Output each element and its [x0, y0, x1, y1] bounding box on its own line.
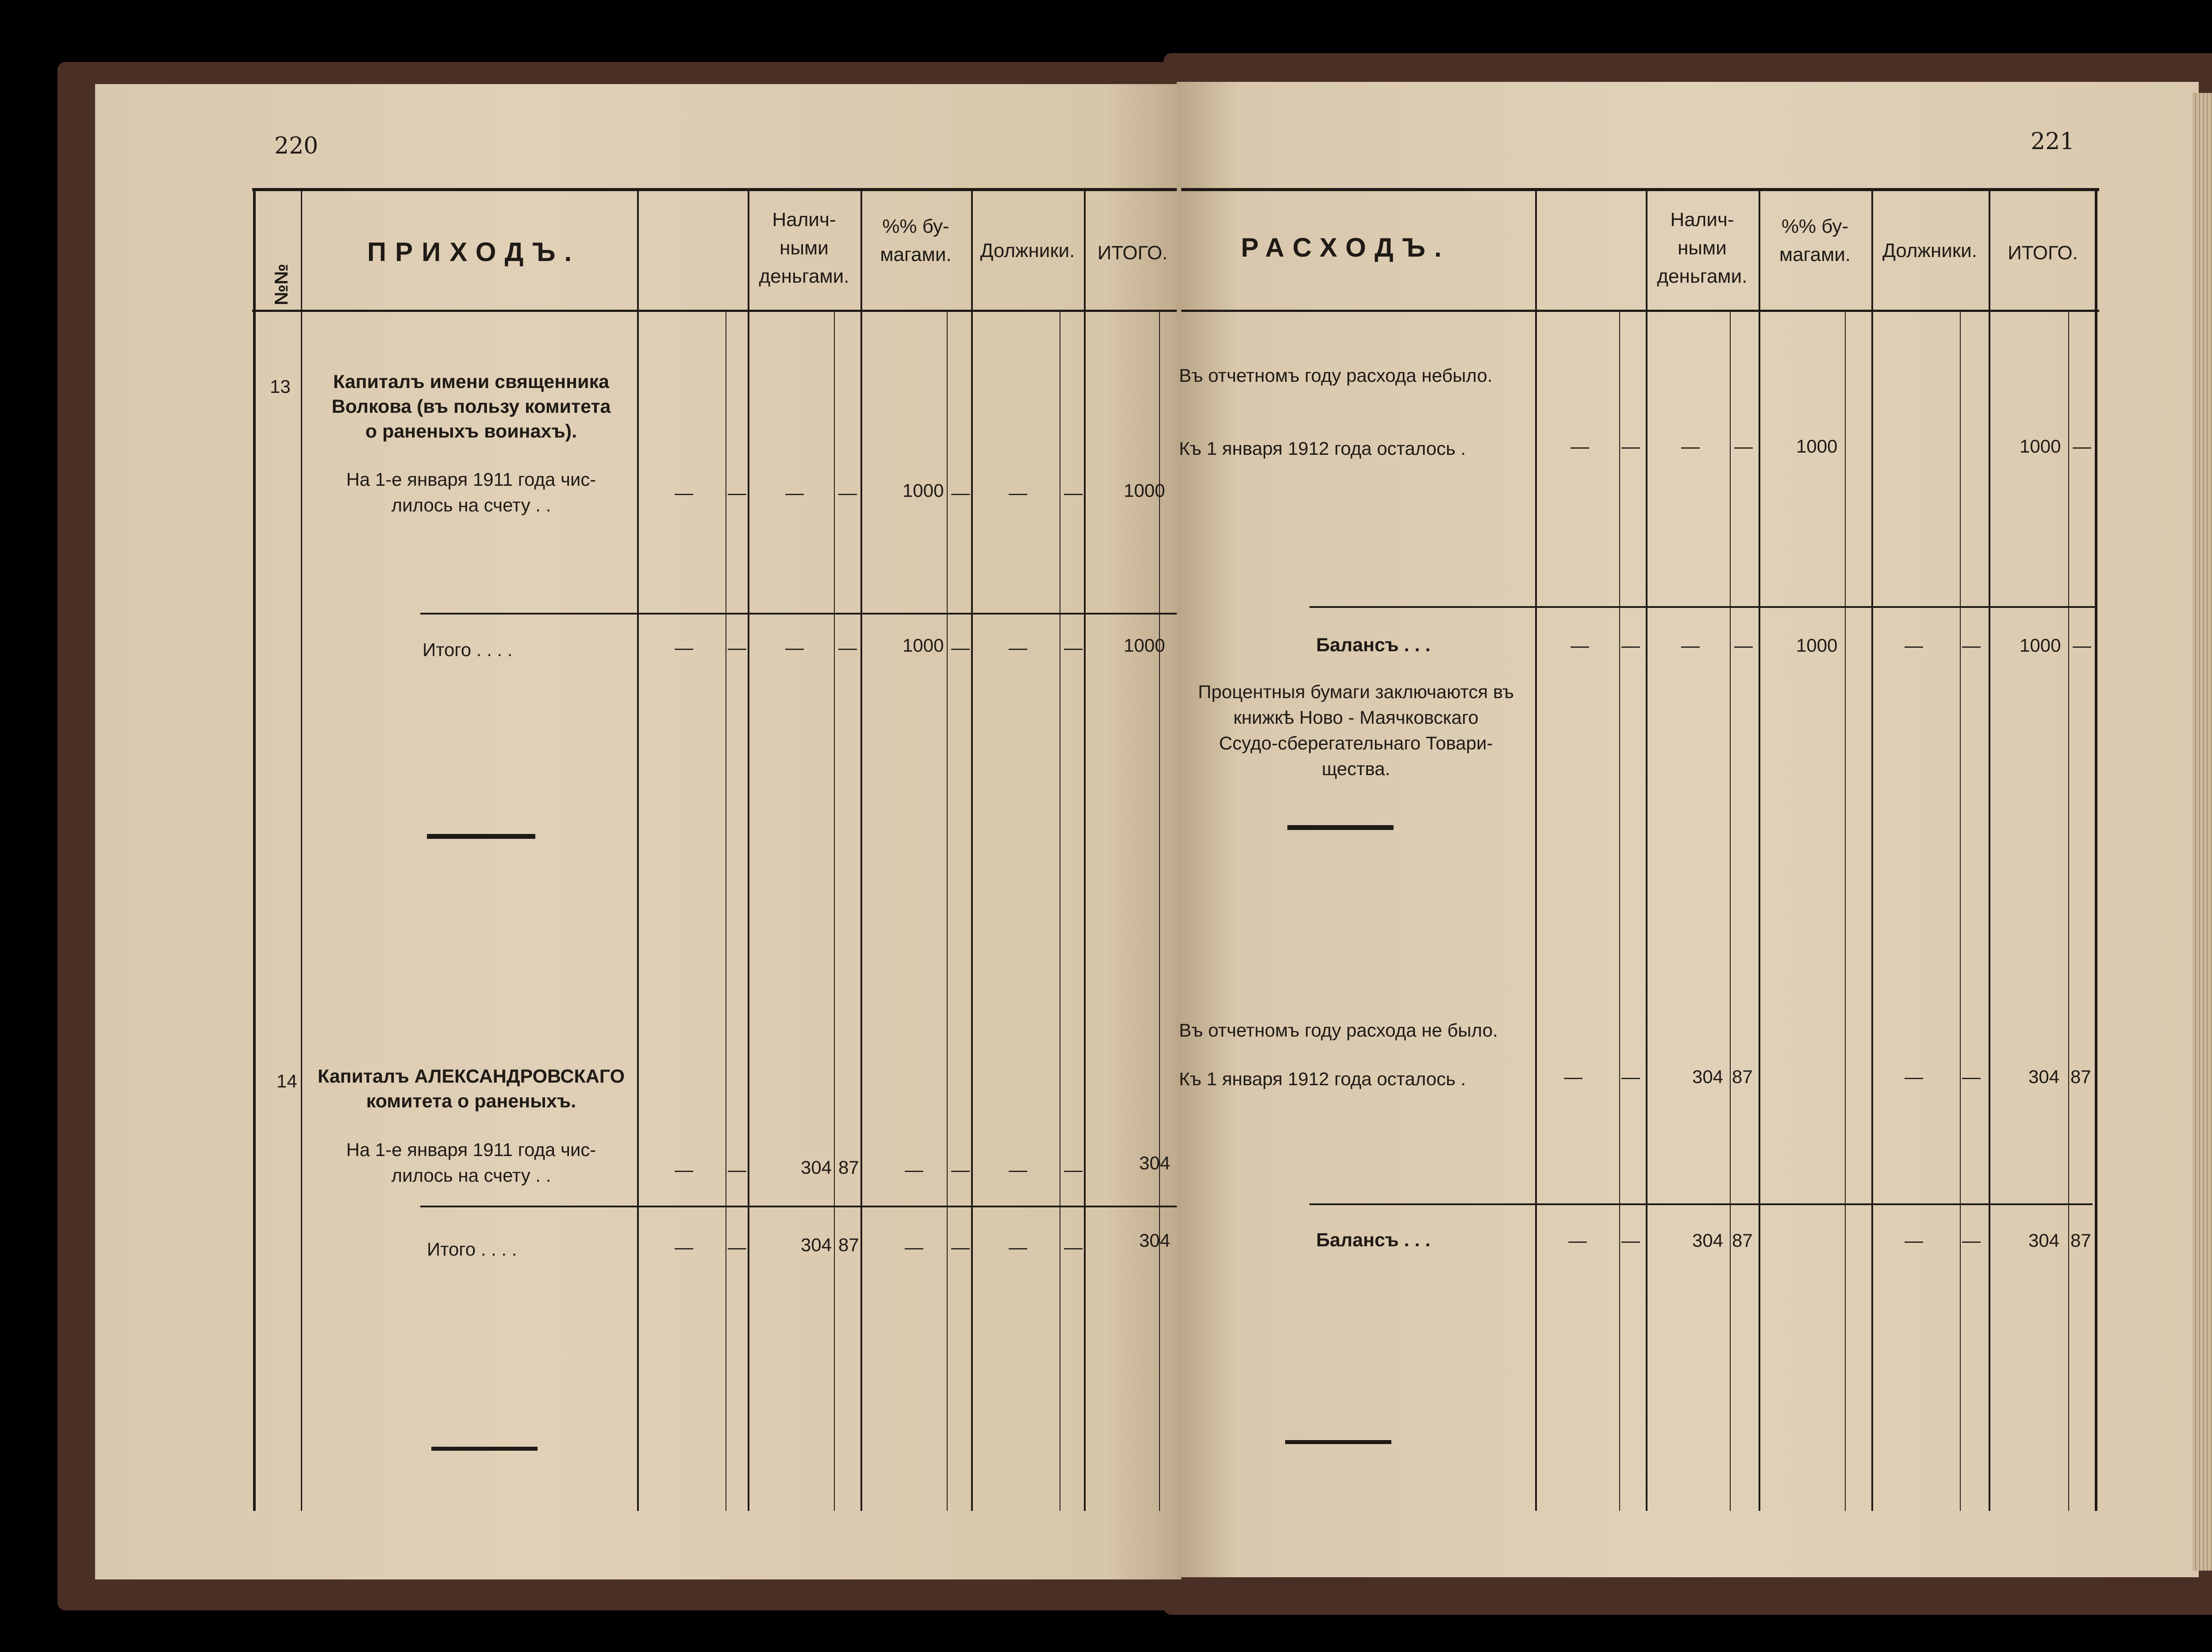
- value-cell: —: [1009, 482, 1027, 503]
- col-divider: [1646, 188, 1647, 1511]
- value-cell: —: [2073, 635, 2091, 656]
- value-cell: —: [1009, 1237, 1027, 1257]
- sub-divider: [2068, 310, 2069, 1511]
- col-divider: [1759, 188, 1760, 1511]
- value-cell: —: [1009, 637, 1027, 658]
- sum-rule: [1310, 1203, 2093, 1205]
- sum-rule: [420, 1206, 1177, 1207]
- value-cell: —: [1905, 1230, 1923, 1251]
- securities-note: [1179, 679, 1533, 782]
- entry-title: [312, 369, 630, 444]
- value-cell: —: [1905, 635, 1923, 656]
- value-cell: —: [675, 1237, 693, 1257]
- sub-divider: [947, 310, 948, 1511]
- itogo-label: Итого . . . .: [427, 1239, 517, 1260]
- entry-line: На 1-е января 1911 года чис-: [346, 469, 596, 490]
- entry-title-line: о раненыхъ воинахъ).: [365, 421, 577, 442]
- value-cell: —: [1064, 1159, 1083, 1180]
- value-cell: —: [785, 482, 804, 503]
- value-cell: —: [951, 637, 970, 658]
- value-cell: 1000: [2020, 635, 2061, 656]
- value-cell: —: [1962, 635, 1981, 656]
- col-divider: [301, 188, 302, 1511]
- sub-divider: [1619, 310, 1620, 1511]
- value-cell: 304: [1692, 1230, 1724, 1251]
- col-divider: [748, 188, 749, 1511]
- value-cell: 87: [1732, 1066, 1753, 1087]
- col-divider: [971, 188, 973, 1511]
- remained-text: Къ 1 января 1912 года осталось .: [1179, 1068, 1466, 1089]
- entry-number: 13: [270, 376, 291, 397]
- balance-label: Балансъ . . .: [1316, 1229, 1431, 1251]
- value-cell: —: [838, 482, 857, 503]
- value-cell: 1000: [902, 635, 944, 656]
- entry-title-line: комитета о раненыхъ.: [366, 1091, 576, 1112]
- value-cell: —: [1681, 635, 1700, 656]
- page-edges: [2192, 93, 2212, 1571]
- value-cell: —: [951, 1237, 970, 1257]
- sub-divider: [1960, 310, 1961, 1511]
- papers-header-line: магами.: [880, 244, 952, 265]
- debtors-header: Должники.: [1882, 240, 1977, 261]
- total-header: ИТОГО.: [1097, 242, 1168, 264]
- entry-number: 14: [276, 1071, 297, 1091]
- value-cell: 87: [2070, 1066, 2091, 1087]
- left-page-number: 220: [274, 133, 319, 159]
- value-cell: 87: [838, 1157, 859, 1178]
- note-line: книжкѣ Ново - Маячковскаго: [1233, 707, 1479, 728]
- cash-header-line: деньгами.: [1657, 265, 1747, 287]
- debtors-header: Должники.: [980, 240, 1075, 261]
- right-table-right-border: [2095, 188, 2097, 1511]
- value-cell: 1000: [1796, 436, 1838, 457]
- value-cell: —: [728, 1237, 746, 1257]
- entry-line: лилось на счету . .: [391, 495, 551, 515]
- col-divider: [860, 188, 862, 1511]
- cash-header: [748, 206, 860, 291]
- balance-label: Балансъ . . .: [1316, 634, 1431, 656]
- left-title: ПРИХОДЪ.: [367, 237, 581, 267]
- note-line: щества.: [1321, 758, 1390, 779]
- sub-divider: [1845, 310, 1846, 1511]
- value-cell: 1000: [2020, 436, 2061, 457]
- entry-title-line: Капиталъ АЛЕКСАНДРОВСКАГО: [317, 1066, 625, 1087]
- papers-header-line: %% бу-: [882, 215, 949, 237]
- value-cell: —: [675, 482, 693, 503]
- value-cell: 87: [1732, 1230, 1753, 1251]
- left-table-left-border: [253, 188, 256, 1511]
- sub-divider: [1730, 310, 1731, 1511]
- value-cell: 304: [1139, 1230, 1171, 1251]
- value-cell: 1000: [1124, 480, 1165, 501]
- col-divider: [1084, 188, 1086, 1511]
- value-cell: 304: [2028, 1066, 2060, 1087]
- value-cell: 1000: [1796, 635, 1838, 656]
- col-divider: [637, 188, 639, 1511]
- value-cell: —: [1571, 635, 1589, 656]
- value-cell: —: [1564, 1066, 1582, 1087]
- col-divider: [1989, 188, 1990, 1511]
- no-expense-text: Въ отчетномъ году расхода не было.: [1179, 1020, 1498, 1041]
- papers-header: [1759, 212, 1871, 269]
- section-separator: [427, 834, 535, 839]
- section-separator: [1287, 825, 1394, 830]
- value-cell: —: [1064, 637, 1083, 658]
- entry-line-text: [312, 467, 630, 518]
- papers-header-line: магами.: [1779, 244, 1851, 265]
- value-cell: —: [838, 637, 857, 658]
- cash-header-line: Налич-: [772, 209, 836, 231]
- note-line: Ссудо-сберегательнаго Товари-: [1219, 733, 1493, 753]
- value-cell: 1000: [902, 480, 944, 501]
- value-cell: —: [728, 1159, 746, 1180]
- value-cell: —: [2073, 436, 2091, 457]
- total-header: ИТОГО.: [2008, 242, 2078, 264]
- left-header-bottom-rule: [252, 310, 1177, 312]
- entry-title-line: Волкова (въ пользу комитета: [331, 396, 611, 417]
- cash-header: [1646, 206, 1759, 291]
- value-cell: —: [905, 1237, 923, 1257]
- value-cell: 87: [838, 1234, 859, 1255]
- value-cell: —: [1962, 1230, 1981, 1251]
- value-cell: —: [1621, 635, 1640, 656]
- value-cell: —: [1905, 1066, 1923, 1087]
- no-expense-text: Въ отчетномъ году расхода небыло.: [1179, 365, 1493, 386]
- remained-text: Къ 1 января 1912 года осталось .: [1179, 438, 1466, 459]
- right-page-number: 221: [2031, 128, 2075, 155]
- value-cell: —: [675, 1159, 693, 1180]
- cash-header-line: деньгами.: [759, 265, 849, 287]
- papers-header-line: %% бу-: [1781, 215, 1849, 237]
- value-cell: —: [785, 637, 804, 658]
- value-cell: —: [1621, 1066, 1640, 1087]
- section-separator: [431, 1447, 538, 1451]
- value-cell: —: [1571, 436, 1589, 457]
- value-cell: —: [728, 637, 746, 658]
- sum-rule: [1310, 606, 2097, 608]
- cash-header-line: ными: [780, 237, 829, 259]
- papers-header: [860, 212, 971, 269]
- entry-title-line: Капиталъ имени священника: [333, 371, 610, 392]
- note-line: Процентныя бумаги заключаются въ: [1198, 681, 1514, 702]
- value-cell: 1000: [1124, 635, 1165, 656]
- value-cell: —: [1621, 436, 1640, 457]
- value-cell: 304: [2028, 1230, 2060, 1251]
- right-title: РАСХОДЪ.: [1241, 233, 1451, 262]
- cash-header-line: ными: [1678, 237, 1727, 259]
- entry-line-text: [312, 1137, 630, 1188]
- value-cell: —: [1009, 1159, 1027, 1180]
- value-cell: —: [728, 482, 746, 503]
- right-table-top-rule: [1181, 188, 2099, 191]
- left-table-top-rule: [252, 188, 1177, 191]
- itogo-label: Итого . . . .: [422, 639, 513, 660]
- value-cell: 87: [2070, 1230, 2091, 1251]
- value-cell: —: [1621, 1230, 1640, 1251]
- col-divider: [1871, 188, 1873, 1511]
- entry-title: [312, 1064, 630, 1114]
- value-cell: —: [1681, 436, 1700, 457]
- value-cell: —: [1734, 436, 1753, 457]
- cash-header-line: Налич-: [1670, 209, 1734, 231]
- value-cell: 304: [801, 1157, 832, 1178]
- value-cell: —: [1064, 482, 1083, 503]
- value-cell: 304: [801, 1234, 832, 1255]
- value-cell: 304: [1692, 1066, 1724, 1087]
- value-cell: —: [1962, 1066, 1981, 1087]
- value-cell: —: [951, 482, 970, 503]
- col-divider: [1535, 188, 1537, 1511]
- value-cell: —: [1568, 1230, 1587, 1251]
- sum-rule: [420, 613, 1177, 615]
- value-cell: —: [1064, 1237, 1083, 1257]
- entry-line: лилось на счету . .: [391, 1165, 551, 1186]
- value-cell: 304: [1139, 1153, 1171, 1173]
- value-cell: —: [905, 1159, 923, 1180]
- value-cell: —: [1734, 635, 1753, 656]
- value-cell: —: [951, 1159, 970, 1180]
- entry-line: На 1-е января 1911 года чис-: [346, 1139, 596, 1160]
- sub-divider: [834, 310, 835, 1511]
- section-separator: [1285, 1440, 1391, 1444]
- number-column-header: №№: [271, 264, 292, 305]
- right-header-bottom-rule: [1181, 310, 2099, 312]
- value-cell: —: [675, 637, 693, 658]
